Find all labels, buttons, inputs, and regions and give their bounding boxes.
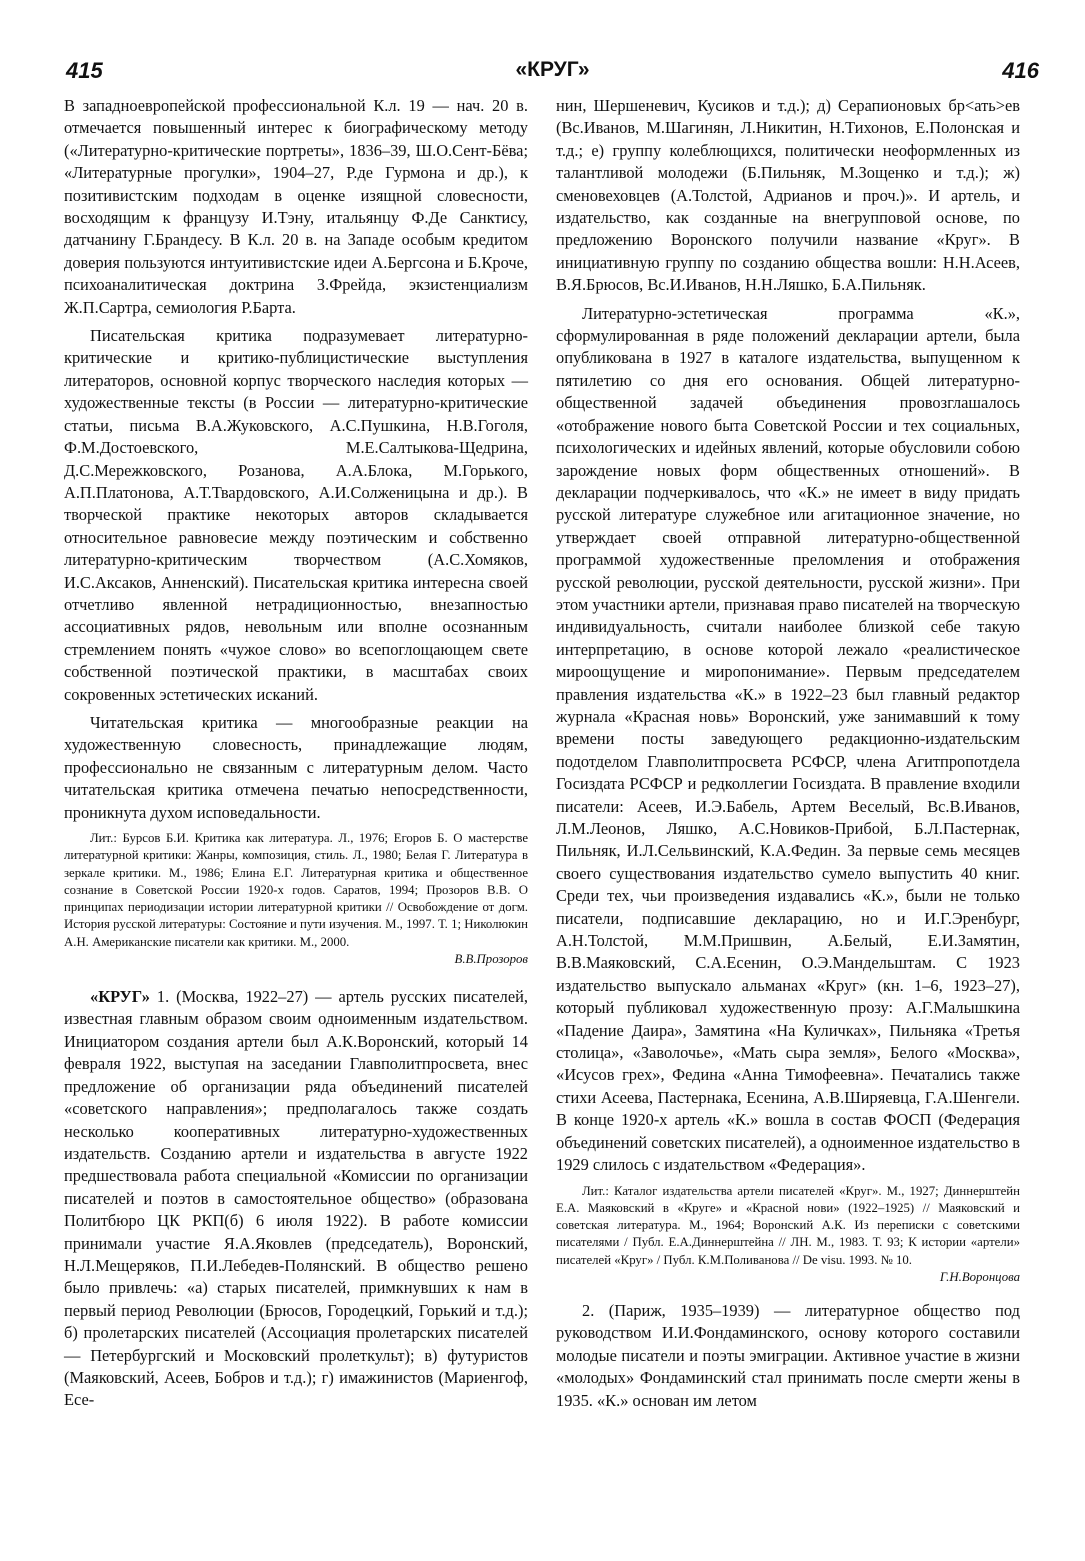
page-number-left: 415 (66, 58, 103, 83)
author-signature-right: Г.Н.Воронцова (939, 1269, 1020, 1284)
running-title: «КРУГ» (515, 58, 590, 81)
bibliography-left: Лит.: Бурсов Б.И. Критика как литература. Л., 1976; Егоров Б. О мастерстве литературной критики: Жанры, композиция, стиль. Л., 1980; Белая Г. Литература в зеркале критики. М., 1986; Елина Е.Г. Литературная критика и общественное сознание в Советской России 1920-х годов. Саратов, 1994; Прозоров В.В. О принципах периодизации истории литературной критики // Освобождение от догм. История русской литературы: Состояние и пути изучения. М., 1997. Т. 1; Николюкин А.Н. Американские писатели как критики. М., 2000. (64, 831, 528, 949)
paragraph-program: Литературно-эстетическая программа «К.», сформулированная в ряде положений декларации артели, была опубликована в 1927 в каталоге издательства, выпущенном к пятилетию со дня его основания. Общей литературно-общественной задачей объединения провозглашалось «отображение нового быта Советской России и тех социальных, психологических и идейных явлений, которые обусловили собою зарождение новых форм общественных отношений». В декларации подчеркивалось, что «К.» не имеет в виду придать русской литературе служебное или агитационное значение, но утверждает своей отправной литературно-общественной программой художественные преломления и отображения русской революции, русской деятельности, русской жизни». При этом участники артели, признавая право писателей на творческую индивидуальность, считали наиболее близкой себе такую интерпретацию, в основе которой лежало «реалистическое мироощущение и миропонимание». Первым председателем правления издательства «К.» в 1922–23 был главный редактор журнала «Красная новь» Воронский, уже занимавший к тому времени посты заведующего редакционно-издательским подотделом Главполитпросвета РСФСР, члена Агитпропотдела Госиздата РСФСР и редколлегии Госиздата. В правление входили писатели: Асеев, И.Э.Бабель, Артем Веселый, Вс.В.Иванов, Л.М.Леонов, Ляшко, А.С.Новиков-Прибой, Б.Л.Пастернак, Пильняк, И.Л.Сельвинский, К.А.Федин. За первые семь месяцев своего существования издательство сумело выпустить 40 книг. Среди тех, чьи произведения издавались «К.», были не только писатели, подписавшие декларацию, но и И.Г.Эренбург, А.Н.Толстой, М.М.Пришвин, А.Белый, Е.И.Замятин, В.В.Маяковский, С.А.Есенин, О.Э.Мандельштам. С 1923 издательство выпускало альманах «Круг» (кн. 1–6, 1923–27), который публиковал художественную прозу: А.Г.Малышкина «Падение Даира», Замятина «На Куличках», Пильняка «Третья столица», «Заволочье», «Мать сыра земля», Белого «Москва», «Исусов грех», Федина «Анна Тимофеевна». Печатались также стихи Асеева, Пастернака, Есенина, А.В.Ширяевца, Г.А.Шенгели. В конце 1920-х артель «К.» вошла в состав ФОСП (Федерация объединений советских писателей), а одноименное издательство в 1929 слилось с издательством «Федерация». (556, 303, 1020, 1175)
page-number-right: 416 (1002, 58, 1039, 83)
entry-krug-moscow (64, 986, 528, 1412)
paragraph-continuation: нин, Шершеневич, Кусиков и т.д.); д) Серапионовых бр<ать>ев (Вс.Иванов, М.Шагинян, Л.Никитин, Н.Тихонов, Е.Полонская и т.д.; е) группу колеблющихся, политически неоформленных из талантливой молодежи (Б.Пильняк, М.Зощенко и т.д.); ж) сменовеховцев (А.Толстой, Адрианов и проч.)». И артель, и издательство, как созданные на внегрупповой основе, по предложению Воронского получили название «Круг». В инициативную группу по созданию общества вошли: Н.Н.Асеев, В.Я.Брюсов, Вс.И.Иванов, Н.Н.Ляшко, Б.А.Пильняк. (556, 96, 1020, 295)
paragraph-readers-criticism: Читательская критика — многообразные реакции на художественную словесность, принадлежащие людям, профессионально не связанным с литературным делом. Часто читательская критика отмечена печатью непосредственности, проникнута духом исповедальности. (64, 712, 528, 822)
author-signature-left: В.В.Прозоров (454, 952, 528, 967)
paragraph-western-criticism: В западноевропейской профессиональной К.л. 19 — нач. 20 в. отмечается повышенный интерес к биографическому методу («Литературно-критические портреты», 1836–39, Ш.О.Сент-Бёва; «Литературные прогулки», 1904–27, Р.де Гурмона и др.), к позитивистским подходам в оценке изящной словесности, восходящим к французу И.Тэну, итальянцу Ф.Де Санктису, датчанину Г.Брандесу. В К.л. 20 в. на Западе особым кредитом доверия пользуются интуитивистские идеи А.Бергсона и Б.Кроче, психоаналитическая доктрина З.Фрейда, экзистенциализм Ж.П.Сартра, семиология Р.Барта. (64, 96, 528, 317)
left-column (64, 95, 528, 1418)
right-column (556, 95, 1020, 1418)
entry-krug-paris: 2. (Париж, 1935–1939) — литературное общество под руководством И.И.Фондаминского, основу которого составили молодые писатели и поэты эмиграции. Активное участие в жизни «молодых» Фондаминский стал принимать после смерти жены в 1935. «К.» основан им летом (556, 1300, 1020, 1410)
page-header (66, 58, 1039, 88)
bibliography-right: Лит.: Каталог издательства артели писателей «Круг». М., 1927; Диннерштейн Е.А. Маяковский в «Круге» и «Красной нови» (1922–1925) // Маяковский и советская литература. М., 1964; Воронский А.К. Из переписки с советскими писателями / Публ. Е.А.Диннерштейна // ЛН. М., 1983. Т. 93; К истории «артели» писателей «Круг» / Публ. К.М.Поливанова // De visu. 1993. № 10. (556, 1183, 1020, 1267)
paragraph-writers-criticism: Писательская критика подразумевает литературно-критические и критико-публицистические выступления литераторов, основной корпус творческого наследия которых — художественные тексты (в России — литературно-критические статьи, письма В.А.Жуковского, А.С.Пушкина, Н.В.Гоголя, Ф.М.Достоевского, М.Е.Салтыкова-Щедрина, Д.С.Мережковского, Розанова, А.А.Блока, М.Горького, А.П.Платонова, А.Т.Твардовского, А.И.Солженицына и др.). В творческой практике некоторых авторов складывается относительное равновесие между поэтическим и собственно литературно-критическим творчеством (А.С.Хомяков, И.С.Аксаков, Анненский). Писательская критика интересна своей отчетливо явленной нетрадиционностью, внезапностью ассоциативных рядов, невольным или вполне осознанным стремлением понять «чужое слово» во всепоглощающем свете собственной поэтической практики, в масштабах своих сокровенных эстетических исканий. (64, 326, 528, 704)
entry-text: 1. (Москва, 1922–27) — артель русских писателей, известная главным образом своим одноименным издательством. Инициатором создания артели был А.К.Воронский, который 14 февраля 1922, выступая на заседании Главполитпросвета, внес предложение об организации ряда объединений писателей «советского направления»; предполагалось также создать несколько кооперативных литературно-художественных издательств. Созданию артели и издательства в августе 1922 предшествовала работа специальной «Комиссии по организации писателей и поэтов в самостоятельное общество» (образована Политбюро ЦК РКП(б) 6 июля 1922). В работе комиссии принимали участие Я.А.Яковлев (председатель), Воронский, Н.Л.Мещеряков, П.И.Лебедев-Полянский. В общество решено было привлечь: «а) старых писателей, примкнувших к нам в первый период Революции (Брюсов, Городецкий, Горький и т.д.); б) пролетарских писателей (Ассоциация пролетарских писателей — Петербургский и Московский пролеткульт); в) футуристов (Маяковский, Асеев, Бобров и т.д.); г) имажинистов (Мариенгоф, Есе- (64, 987, 528, 1410)
entry-headword: «КРУГ» (90, 987, 150, 1007)
